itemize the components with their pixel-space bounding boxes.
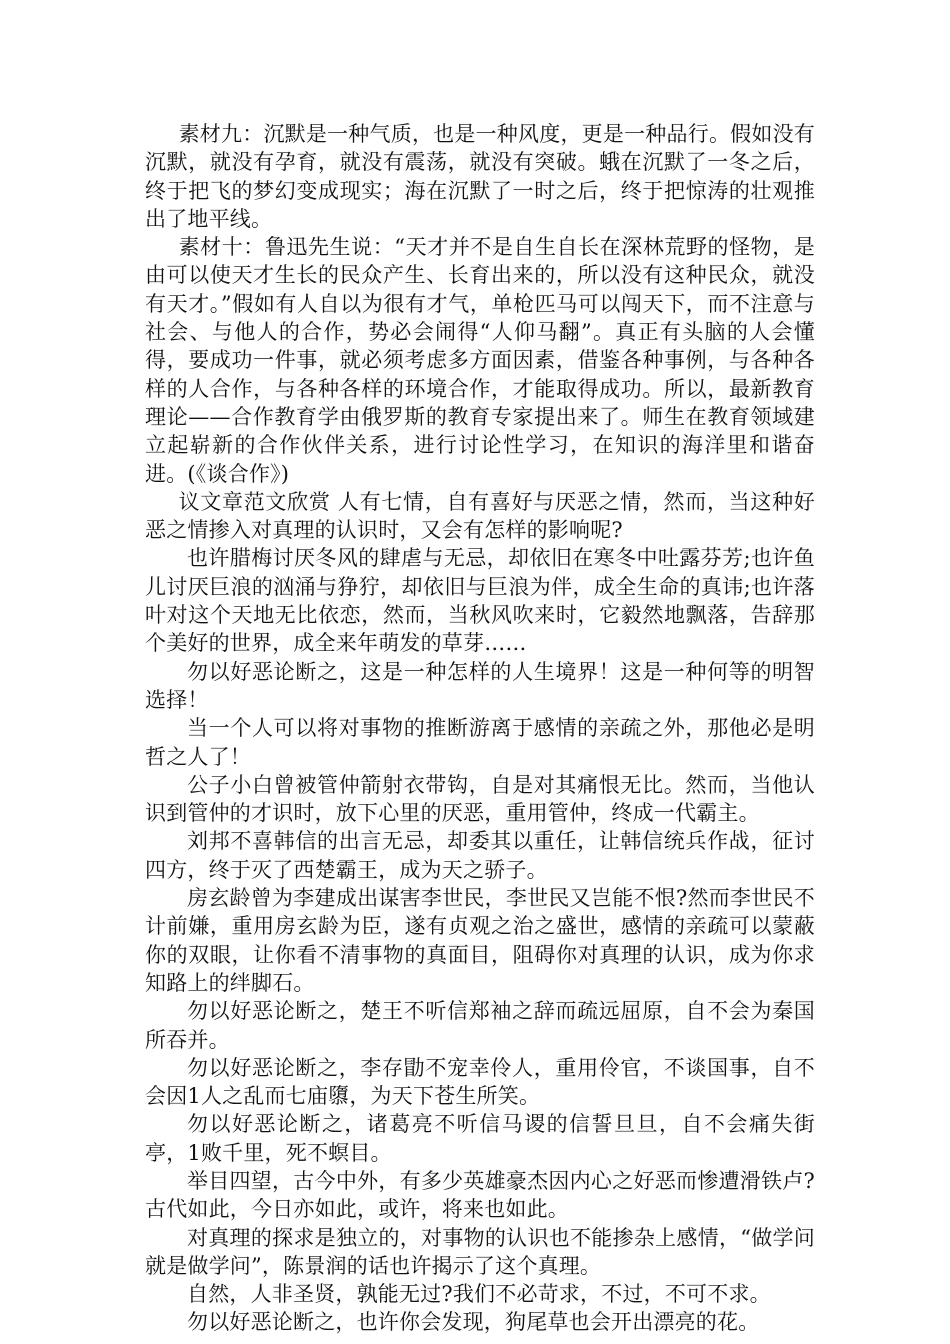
paragraph-body: 刘邦不喜韩信的出言无忌，却委其以重任，让韩信统兵作战，征讨四方，终于灭了西楚霸王，成为天之骄子。 [145,829,815,882]
paragraph-body: 当一个人可以将对事物的推断游离于感情的亲疏之外，那他必是明哲之人了！ [145,716,815,769]
paragraph-body: 对真理的探求是独立的，对事物的认识也不能掺杂上感情，“做学问就是做学问”，陈景润的话也许揭示了这个真理。 [145,1225,815,1278]
paragraph-body: 举目四望，古今中外，有多少英雄豪杰因内心之好恶而惨遭滑铁卢?古代如此，今日亦如此，或许，将来也如此。 [145,1168,815,1222]
paragraph-body: 勿以好恶论断之，这是一种怎样的人生境界！这是一种何等的明智选择！ [145,659,815,712]
paragraph-body: 也许腊梅讨厌冬风的肆虐与无忌，却依旧在寒冬中吐露芬芳;也许鱼儿讨厌巨浪的汹涌与狰狞，却依旧与巨浪为伴，成全生命的真讳;也许落叶对这个天地无比依恋，然而，当秋风吹来时，它毅然地飘落，告辞那个美好的世界，成全来年萌发的草芽…… [145,546,815,656]
paragraph-body: 勿以好恶论断之，楚王不听信郑袖之辞而疏远屈原，自不会为秦国所吞并。 [145,999,815,1052]
paragraph-essay-intro: 议文章范文欣赏 人有七情，自有喜好与厌恶之情，然而，当这种好恶之情掺入对真理的认识时，又会有怎样的影响呢? [145,489,815,543]
paragraph-material-ten: 素材十：鲁迅先生说：“天才并不是自生自长在深林荒野的怪物，是由可以使天才生长的民众产生、长育出来的，所以没有这种民众，就没有天才。”假如有人自以为很有才气，单枪匹马可以闯天下，而不注意与社会、与他人的合作，势必会闹得“人仰马翻”。真正有头脑的人会懂得，要成功一件事，就必须考虑多方面因素，借鉴各种事例，与各种各样的人合作，与各种各样的环境合作，才能取得成功。所以，最新教育理论——合作教育学由俄罗斯的教育专家提出来了。师生在教育领域建立起崭新的合作伙伴关系，进行讨论性学习，在知识的海洋里和谐奋进。(《谈合作》) [145,235,815,486]
document-page [145,120,815,1337]
paragraph-body: 勿以好恶论断之，诸葛亮不听信马谡的信誓旦旦，自不会痛失街亭，1败千里，死不螟目。 [145,1112,815,1165]
paragraph-body: 自然，人非圣贤，孰能无过?我们不必苛求，不过，不可不求。 [187,1282,771,1307]
paragraph-body: 勿以好恶论断之，也许你会发现，狗尾草也会开出漂亮的花。 [187,1310,760,1335]
paragraph-body: 房玄龄曾为李建成出谋害李世民，李世民又岂能不恨?然而李世民不计前嫌，重用房玄龄为臣，遂有贞观之治之盛世，感情的亲疏可以蒙蔽你的双眼，让你看不清事物的真面目，阻碍你对真理的认识，成为你求知路上的绊脚石。 [145,886,815,995]
paragraph-body: 勿以好恶论断之，李存勖不宠幸伶人，重用伶官，不谈国事，自不会因1人之乱而七庙隳，为天下苍生所笑。 [145,1055,815,1109]
paragraph-body: 公子小白曾被管仲箭射衣带钩，自是对其痛恨无比。然而，当他认识到管仲的才识时，放下心里的厌恶，重用管仲，终成一代霸主。 [145,772,815,826]
paragraph-material-nine: 素材九：沉默是一种气质，也是一种风度，更是一种品行。假如没有沉默，就没有孕育，就没有震荡，就没有突破。蛾在沉默了一冬之后，终于把飞的梦幻变成现实；海在沉默了一时之后，终于把惊涛的壮观推出了地平线。 [145,122,815,231]
